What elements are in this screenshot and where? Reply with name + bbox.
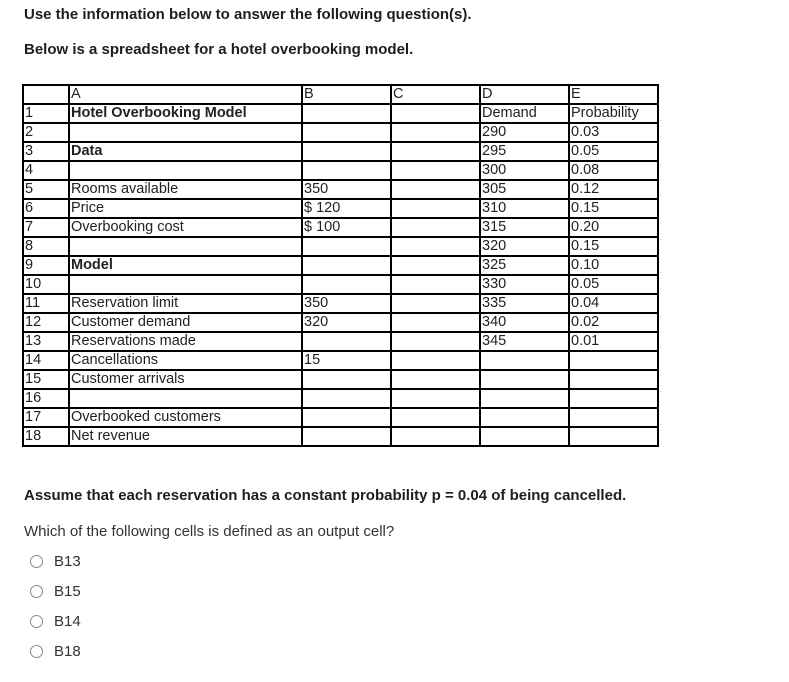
cell-a8 (69, 237, 302, 256)
cell-d4: 300 (480, 161, 569, 180)
cell-c6 (391, 199, 480, 218)
table-row (23, 408, 658, 427)
cell-e14 (569, 351, 658, 370)
cell-a4 (69, 161, 302, 180)
cell-e8: 0.15 (569, 237, 658, 256)
row-number: 4 (23, 161, 69, 180)
table-row (23, 218, 658, 237)
cell-d17 (480, 408, 569, 427)
cell-c4 (391, 161, 480, 180)
cell-b10 (302, 275, 391, 294)
cell-b2 (302, 123, 391, 142)
cell-e15 (569, 370, 658, 389)
cell-b15 (302, 370, 391, 389)
answer-option-b15[interactable] (30, 583, 81, 600)
table-row (23, 256, 658, 275)
cell-b18 (302, 427, 391, 446)
cell-d2: 290 (480, 123, 569, 142)
cell-a9: Model (69, 256, 302, 275)
cell-b6: $ 120 (302, 199, 391, 218)
cell-e11: 0.04 (569, 294, 658, 313)
table-row (23, 104, 658, 123)
cell-e4: 0.08 (569, 161, 658, 180)
spreadsheet-intro-text: Below is a spreadsheet for a hotel overbooking model. (24, 41, 414, 58)
table-row (23, 427, 658, 446)
option-label: B18 (54, 643, 81, 660)
cell-b14: 15 (302, 351, 391, 370)
cell-d10: 330 (480, 275, 569, 294)
cell-b13 (302, 332, 391, 351)
option-label: B13 (54, 553, 81, 570)
cell-d11: 335 (480, 294, 569, 313)
table-row (23, 123, 658, 142)
cell-d8: 320 (480, 237, 569, 256)
cell-c2 (391, 123, 480, 142)
cell-c14 (391, 351, 480, 370)
cell-a12: Customer demand (69, 313, 302, 332)
cell-a1: Hotel Overbooking Model (69, 104, 302, 123)
column-header-e: E (569, 85, 658, 104)
row-number: 15 (23, 370, 69, 389)
cell-e7: 0.20 (569, 218, 658, 237)
table-row (23, 332, 658, 351)
cell-d12: 340 (480, 313, 569, 332)
table-row (23, 275, 658, 294)
cell-c9 (391, 256, 480, 275)
cell-c18 (391, 427, 480, 446)
row-number: 6 (23, 199, 69, 218)
cell-a11: Reservation limit (69, 294, 302, 313)
row-number: 3 (23, 142, 69, 161)
answer-option-b18[interactable] (30, 643, 81, 660)
column-header-d: D (480, 85, 569, 104)
cell-e3: 0.05 (569, 142, 658, 161)
cell-b1 (302, 104, 391, 123)
cell-b16 (302, 389, 391, 408)
assumption-note: Assume that each reservation has a constant probability p = 0.04 of being cancelled. (24, 487, 627, 504)
cell-b7: $ 100 (302, 218, 391, 237)
cell-d14 (480, 351, 569, 370)
table-row (23, 351, 658, 370)
cell-a10 (69, 275, 302, 294)
table-row (23, 180, 658, 199)
row-number: 10 (23, 275, 69, 294)
row-number: 12 (23, 313, 69, 332)
cell-c13 (391, 332, 480, 351)
row-number: 9 (23, 256, 69, 275)
answer-option-b14[interactable] (30, 613, 81, 630)
radio-button[interactable] (30, 645, 43, 658)
table-row (23, 161, 658, 180)
table-row (23, 370, 658, 389)
row-number: 18 (23, 427, 69, 446)
option-label: B14 (54, 613, 81, 630)
radio-button[interactable] (30, 555, 43, 568)
table-row (23, 313, 658, 332)
table-row (23, 142, 658, 161)
cell-d13: 345 (480, 332, 569, 351)
cell-d6: 310 (480, 199, 569, 218)
cell-e6: 0.15 (569, 199, 658, 218)
cell-e2: 0.03 (569, 123, 658, 142)
row-number: 11 (23, 294, 69, 313)
column-header-c: C (391, 85, 480, 104)
row-number: 8 (23, 237, 69, 256)
cell-e5: 0.12 (569, 180, 658, 199)
cell-d5: 305 (480, 180, 569, 199)
cell-a16 (69, 389, 302, 408)
row-number: 17 (23, 408, 69, 427)
cell-e9: 0.10 (569, 256, 658, 275)
table-row (23, 199, 658, 218)
cell-a17: Overbooked customers (69, 408, 302, 427)
cell-b17 (302, 408, 391, 427)
cell-a2 (69, 123, 302, 142)
cell-e10: 0.05 (569, 275, 658, 294)
radio-button[interactable] (30, 585, 43, 598)
cell-c12 (391, 313, 480, 332)
cell-c7 (391, 218, 480, 237)
cell-e16 (569, 389, 658, 408)
cell-e12: 0.02 (569, 313, 658, 332)
cell-c15 (391, 370, 480, 389)
row-number: 2 (23, 123, 69, 142)
cell-b9 (302, 256, 391, 275)
cell-c1 (391, 104, 480, 123)
column-header-a: A (69, 85, 302, 104)
row-number: 16 (23, 389, 69, 408)
row-number: 14 (23, 351, 69, 370)
instruction-text: Use the information below to answer the following question(s). (24, 6, 472, 23)
cell-d15 (480, 370, 569, 389)
cell-c11 (391, 294, 480, 313)
cell-b8 (302, 237, 391, 256)
cell-e13: 0.01 (569, 332, 658, 351)
column-header-b: B (302, 85, 391, 104)
cell-b12: 320 (302, 313, 391, 332)
row-number: 5 (23, 180, 69, 199)
row-number: 13 (23, 332, 69, 351)
cell-a3: Data (69, 142, 302, 161)
cell-b5: 350 (302, 180, 391, 199)
cell-b4 (302, 161, 391, 180)
cell-c3 (391, 142, 480, 161)
question-text: Which of the following cells is defined as an output cell? (24, 523, 395, 540)
row-number: 1 (23, 104, 69, 123)
cell-a5: Rooms available (69, 180, 302, 199)
table-row (23, 237, 658, 256)
cell-e17 (569, 408, 658, 427)
cell-d9: 325 (480, 256, 569, 275)
table-row (23, 389, 658, 408)
cell-a6: Price (69, 199, 302, 218)
spreadsheet-table (22, 84, 659, 447)
option-label: B15 (54, 583, 81, 600)
column-header-row (23, 85, 658, 104)
cell-b11: 350 (302, 294, 391, 313)
cell-a7: Overbooking cost (69, 218, 302, 237)
cell-c17 (391, 408, 480, 427)
cell-c16 (391, 389, 480, 408)
corner-cell (23, 85, 69, 104)
cell-b3 (302, 142, 391, 161)
cell-c10 (391, 275, 480, 294)
cell-a15: Customer arrivals (69, 370, 302, 389)
cell-d16 (480, 389, 569, 408)
cell-e18 (569, 427, 658, 446)
cell-d7: 315 (480, 218, 569, 237)
cell-c8 (391, 237, 480, 256)
table-row (23, 294, 658, 313)
cell-d18 (480, 427, 569, 446)
answer-option-b13[interactable] (30, 553, 81, 570)
cell-a18: Net revenue (69, 427, 302, 446)
cell-d3: 295 (480, 142, 569, 161)
row-number: 7 (23, 218, 69, 237)
cell-a13: Reservations made (69, 332, 302, 351)
cell-a14: Cancellations (69, 351, 302, 370)
radio-button[interactable] (30, 615, 43, 628)
cell-e1: Probability (569, 104, 658, 123)
cell-d1: Demand (480, 104, 569, 123)
cell-c5 (391, 180, 480, 199)
